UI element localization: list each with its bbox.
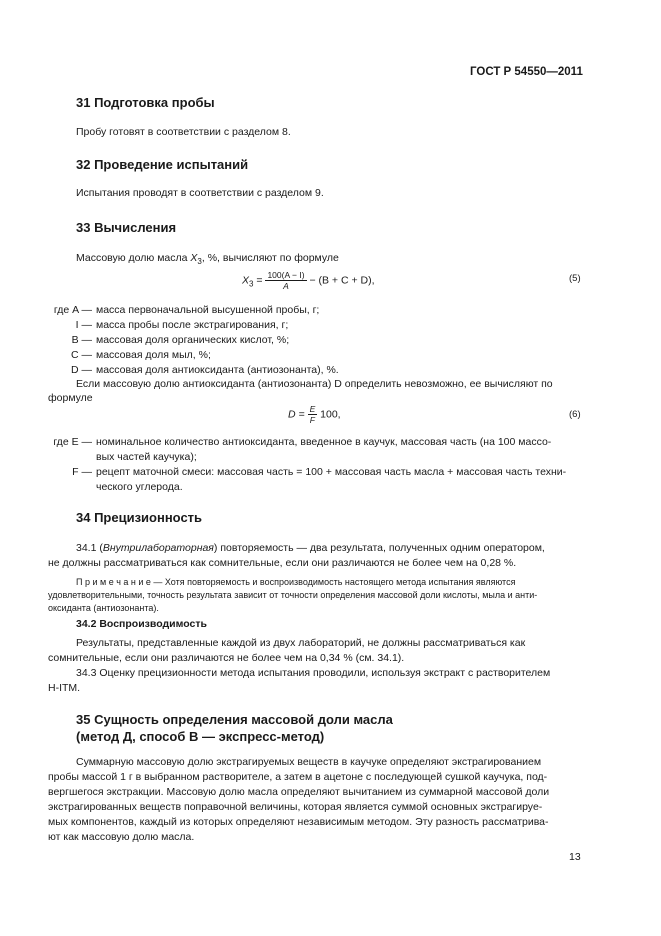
note-line3: оксиданта (антиозонанта).: [48, 603, 159, 613]
page-number: 13: [569, 851, 581, 863]
section-34-2-title: 34.2 Воспроизводимость: [76, 618, 207, 630]
section-34-1-line2: не должны рассматриваться как сомнительные, если они различаются не более чем на 0,28 %.: [48, 557, 517, 569]
formula-5-number: (5): [569, 273, 581, 284]
section-31-text: Пробу готовят в соответствии с разделом 8.: [76, 126, 291, 138]
formula-6-number: (6): [569, 409, 581, 420]
section-35-line: Суммарную массовую долю экстрагируемых веществ в каучуке определяют экстрагированием: [76, 756, 542, 768]
section-34-3-line2: H-ITM.: [48, 682, 81, 694]
section-35-line: пробы массой 1 г в выбранном растворителе, а затем в ацетоне с последующей сушкой каучука, под-: [48, 771, 548, 783]
section-33-intro: Массовую долю масла $X_3$, %, вычисляют по формуле: [76, 252, 339, 267]
variable-definitions-1: [46, 303, 606, 383]
paragraph-d-line1: Если массовую долю антиоксиданта (антиозонанта) D определить невозможно, ее вычисляют по: [76, 378, 553, 390]
paragraph-d-line2: формуле: [48, 392, 93, 404]
definition-item: D — массовая доля антиоксиданта (антиозонанта), %.: [71, 364, 339, 376]
section-33-title: 33 Вычисления: [76, 220, 177, 235]
formula-6: D = $\frac{E}{F}$ 100,: [288, 404, 341, 425]
section-35-title-line2: (метод Д, способ В — экспресс-метод): [76, 729, 325, 744]
note-line2: удовлетворительными, точность результата зависит от точности определения массовой доли кислоты, мыла и анти-: [48, 590, 538, 600]
definition-item-cont: вых частей каучука);: [96, 451, 197, 463]
note-line1: П р и м е ч а н и е — Хотя повторяемость и воспроизводимость настоящего метода испытания являются: [76, 577, 516, 587]
section-34-title: 34 Прецизионность: [76, 510, 203, 525]
section-35-line: экстрагированных веществ поправочной величины, которая является суммой основных экстрагируе-: [48, 801, 543, 813]
definition-item: F — рецепт маточной смеси: массовая часть = 100 + массовая часть масла + массовая часть техни-: [72, 466, 567, 478]
section-32-title: 32 Проведение испытаний: [76, 157, 249, 172]
section-34-2-line1: Результаты, представленные каждой из двух лабораторий, не должны рассматриваться как: [76, 637, 526, 649]
section-35-line: мых компонентов, каждый из которых определяют независимым методом. Эту разность рассматрива-: [48, 816, 549, 828]
definition-item: где E — номинальное количество антиоксиданта, введенное в каучук, массовая часть (на 100 массо-: [53, 436, 552, 448]
section-35-line: вергшегося экстракции. Массовую долю масла определяют вычитанием из суммарной массовой доли: [48, 786, 550, 798]
section-35-line: ют как массовую долю масла.: [48, 831, 195, 843]
definition-item: C — массовая доля мыл, %;: [71, 349, 211, 361]
standard-code: ГОСТ Р 54550—2011: [470, 66, 583, 78]
variable-definitions-2: [46, 435, 606, 495]
definition-item: где A — масса первоначальной высушенной пробы, г;: [53, 304, 320, 316]
definition-item: B — массовая доля органических кислот, %;: [71, 334, 290, 346]
section-34-2-line2: сомнительные, если они различаются не более чем на 0,34 % (см. 34.1).: [48, 652, 405, 664]
section-31-title: 31 Подготовка пробы: [76, 95, 215, 110]
section-32-text: Испытания проводят в соответствии с разделом 9.: [76, 187, 324, 199]
definition-item-cont: ческого углерода.: [96, 481, 183, 493]
section-35-title-line1: 35 Сущность определения массовой доли масла: [76, 712, 393, 727]
section-34-3-line1: 34.3 Оценку прецизионности метода испытания проводили, используя экстракт с растворителем: [76, 667, 551, 679]
definition-item: I — масса пробы после экстрагирования, г;: [75, 319, 289, 331]
section-34-1-line1: 34.1 (Внутрилабораторная) повторяемость — два результата, полученных одним оператором,: [76, 542, 545, 554]
formula-5: $X_3$ = $\frac{100(A - I)}{A}$ − (B + C + D),: [242, 270, 375, 291]
